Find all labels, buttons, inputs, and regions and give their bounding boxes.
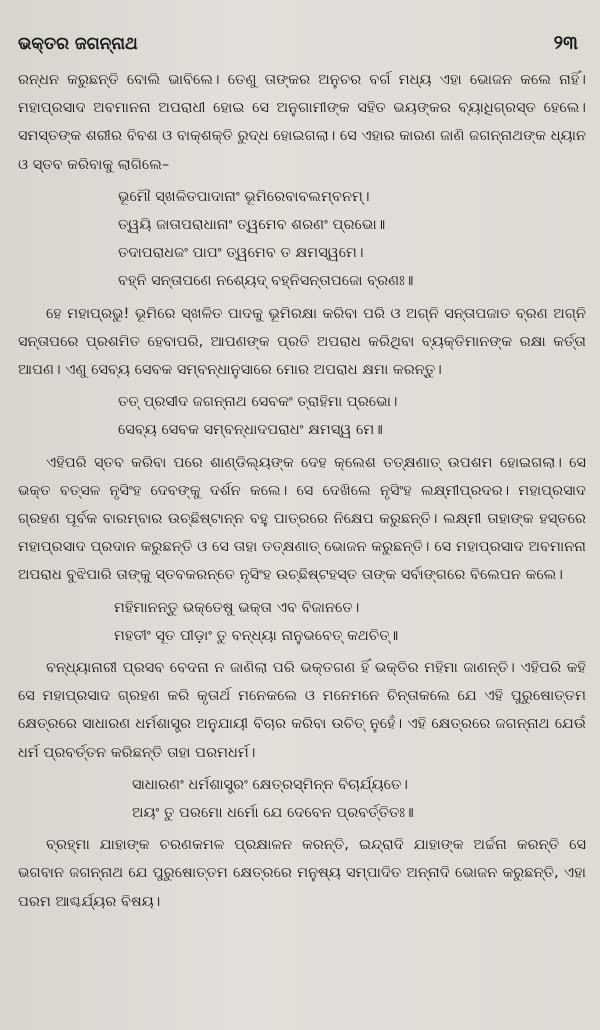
paragraph-5: ବ୍ରହ୍ମା ଯାହାଙ୍କ ଚରଣକମଳ ପ୍ରକ୍ଷାଳନ କରନ୍ତି, ଇନ୍ଦ୍ରାଦି ଯାହାଙ୍କ ଅର୍ଚ୍ଚନା କରନ୍ତି ସେ ଭଗବାନ ଜଗନ୍ନାଥ ଯେ ପୁରୁଷୋତ୍ତମ କ୍ଷେତ୍ରରେ ମନୁଷ୍ୟ ସମ୍ପାଦିତ ଅନ୍ନାଦି ଭୋଜନ କରୁଛନ୍ତି, ଏହା ପରମ ଆଶ୍ଚର୍ଯ୍ୟର ବିଷୟ। [18, 836, 586, 910]
paragraph-2: ହେ ମହାପ୍ରଭୁ! ଭୂମିରେ ସ୍ଖଳିତ ପାଦକୁ ଭୂମିରକ୍ଷା କରିବା ପରି ଓ ଅଗ୍ନି ସନ୍ତାପଜାତ ବ୍ରଣ ଅଗ୍ନି ସନ୍ତାପରେ ପ୍ରଶମିତ ହେବାପରି, ଆପଣଙ୍କ ପ୍ରତି ଅପରାଧ କରିଥିବା ବ୍ୟକ୍ତିମାନଙ୍କ ରକ୍ଷା କର୍ତ୍ତା ଆପଣ। ଏଣୁ ସେବ୍ୟ ସେବକ ସମ୍ବନ୍ଧାନୁସାରେ ମୋର ଅପରାଧ କ୍ଷମା କରନ୍ତୁ। [18, 304, 586, 379]
verse-block-1 [18, 183, 586, 296]
verse-block-2 [18, 388, 586, 444]
verse-line: ସାଧାରଣଂ ଧର୍ମଶାସ୍ତ୍ରଂ କ୍ଷେତ୍ରସ୍ମିନ୍ନ ବିଚାର୍ଯ୍ୟତେ। [132, 775, 408, 793]
verse-line: ମହିମାନନ୍ତୁ ଭକ୍ତେଷୁ ଭକ୍ତା ଏବ ବିଜାନତେ। [114, 598, 360, 616]
verse-block-3 [18, 594, 586, 650]
verse-line: ତ୍ୱୟି ଜାତାପରାଧାନାଂ ତ୍ୱମେବ ଶରଣଂ ପ୍ରଭୋ॥ [118, 216, 386, 234]
paragraph-1: ରନ୍ଧନ କରୁଛନ୍ତି ବୋଲି ଭାବିଲେ। ତେଣୁ ତାଙ୍କର ଅନୁଚର ବର୍ଗ ମଧ୍ୟ ଏହା ଭୋଜନ କଲେ ନାହିଁ। ମହାପ୍ରସାଦ ଅବମାନନା ଅପରାଧୀ ହୋଇ ସେ ଅନୁଗାମୀଙ୍କ ସହିତ ଭୟଙ୍କର ବ୍ୟାଧିଗ୍ରସ୍ତ ହେଲେ। ସମସ୍ତଙ୍କ ଶରୀର ବିବଶ ଓ ବାକ୍‌ଶକ୍ତି ରୁଦ୍ଧ ହୋଇଗଲା। ସେ ଏହାର କାରଣ ଜାଣି ଜଗନ୍ନାଥଙ୍କ ଧ୍ୟାନ ଓ ସ୍ତବ କରିବାକୁ ଲାଗିଲେ– [18, 71, 586, 173]
verse-line: ତତ୍ ପ୍ରସୀଦ ଜଗନ୍ନାଥ ସେବକଂ ତ୍ରାହିମା ପ୍ରଭୋ। [118, 393, 398, 411]
paragraph-4: ବନ୍ଧ୍ୟାନାରୀ ପ୍ରସବ ବେଦନା ନ ଜାଣିଲା ପରି ଭକ୍ତଗଣ ହିଁ ଭକ୍ତିର ମହିମା ଜାଣନ୍ତି। ଏହିପରି କହି ସେ ମହାପ୍ରସାଦ ଗ୍ରହଣ କରି କୃତାର୍ଥ ମନେକଲେ ଓ ମନେମନେ ଚିନ୍ତାକଲେ ଯେ ଏହି ପୁରୁଷୋତ୍ତମ କ୍ଷେତ୍ରରେ ସାଧାରଣ ଧର୍ମଶାସ୍ତ୍ର ଅନୁଯାୟୀ ବିଚାର କରିବା ଉଚିତ୍ ନୁହେଁ। ଏହି କ୍ଷେତ୍ରରେ ଜଗନ୍ନାଥ ଯେଉଁ ଧର୍ମ ପ୍ରବର୍ତ୍ତନ କରିଛନ୍ତି ତାହା ପରମଧର୍ମ। [18, 659, 586, 761]
page-header [18, 30, 586, 66]
verse-line: ଭୂମୌ ସ୍ଖଳିତପାଦାନାଂ ଭୂମିରେବାବଲମ୍ବନମ୍। [118, 187, 370, 205]
verse-line: ବହ୍ନି ସନ୍ତାପଣେ ନଶ୍ୟେଦ୍ ବହ୍ନିସନ୍ତାପଜୋ ବ୍ରଣଃ॥ [118, 272, 414, 290]
page-number: ୨୩ [553, 32, 578, 54]
paragraph-3: ଏହିପରି ସ୍ତବ କରିବା ପରେ ଶାଣ୍ଡିଲ୍ୟଙ୍କ ଦେହ କ୍ଲେଶ ତତ୍‌କ୍ଷଣାତ୍ ଉପଶମ ହୋଇଗଲା। ସେ ଭକ୍ତ ବତ୍ସଳ ନୃସିଂହ ଦେବଙ୍କୁ ଦର୍ଶନ କଲେ। ସେ ଦେଖିଲେ ନୃସିଂହ ଲକ୍ଷ୍ମୀପ୍ରଦର। ମହାପ୍ରସାଦ ଗ୍ରହଣ ପୂର୍ବକ ବାରମ୍ବାର ଉଚ୍ଛିଷ୍ଟାନ୍ନ ବହୁ ପାତ୍ରରେ ନିକ୍ଷେପ କରୁଛନ୍ତି। ଲକ୍ଷ୍ମୀ ତାହାଙ୍କ ହସ୍ତରେ ମହାପ୍ରସାଦ ପ୍ରଦାନ କରୁଛନ୍ତି ଓ ସେ ତାହା ତତ୍‌କ୍ଷଣାତ୍ ଭୋଜନ କରୁଛନ୍ତି। ସେ ମହାପ୍ରସାଦ ଅବମାନନା ଅପରାଧ ବୁଝିପାରି ତାଙ୍କୁ ସ୍ତବକରନ୍ତେ ନୃସିଂହ ଉଚ୍ଛିଷ୍ଟହସ୍ତ ତାଙ୍କ ସର୍ବାଙ୍ଗରେ ବିଲେପନ କଲେ। [18, 453, 586, 584]
verse-line: ଅୟଂ ତୁ ପରମୋ ଧର୍ମୋ ଯେ ଦେବେନ ପ୍ରବର୍ତ୍ତିତଃ॥ [132, 804, 414, 822]
verse-line: ମହତୀଂ ସୂତ ପୀଡ଼ାଂ ତୁ ବନ୍ଧ୍ୟା ନାନୁଭବେତ୍ କଥଚିତ୍॥ [114, 626, 399, 644]
verse-line: ତଦାପରାଧଜଂ ପାପଂ ତ୍ୱମେବ ତ କ୍ଷମସ୍ୱମେ। [118, 244, 364, 262]
verse-block-4 [18, 771, 586, 827]
running-title: ଭକ୍ତର ଜଗନ୍ନାଥ [18, 34, 138, 54]
verse-line: ସେବ୍ୟ ସେବକ ସମ୍ବନ୍ଧାଦପରାଧଂ କ୍ଷମସ୍ୱ ମେ॥ [118, 421, 383, 439]
